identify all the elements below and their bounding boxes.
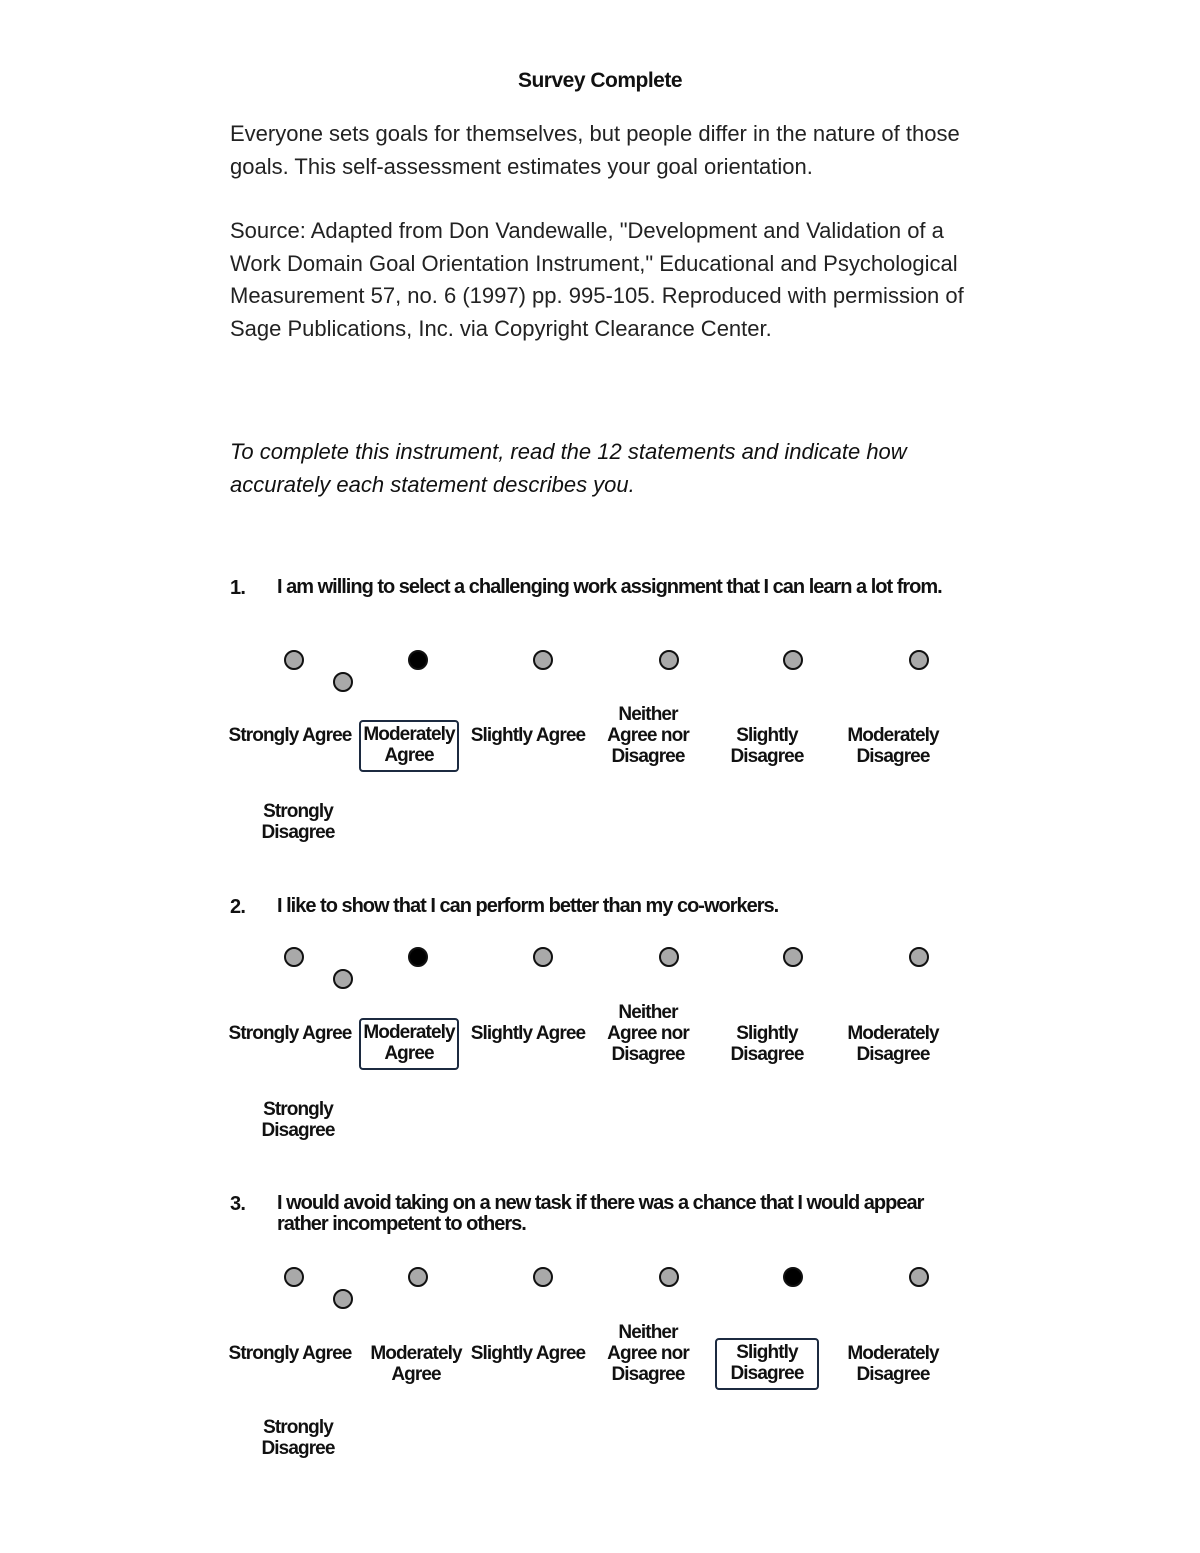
radio-moderately-disagree[interactable]: [909, 947, 929, 967]
radio-strongly-disagree[interactable]: [333, 672, 353, 692]
option-label-slightly-disagree[interactable]: Slightly Disagree: [730, 725, 804, 767]
question-number: 3.: [230, 1193, 246, 1215]
radio-neither[interactable]: [659, 1267, 679, 1287]
radio-strongly-disagree[interactable]: [333, 1289, 353, 1309]
option-label-slightly-agree[interactable]: Slightly Agree: [470, 725, 586, 746]
radio-slightly-agree[interactable]: [533, 947, 553, 967]
option-label-moderately-disagree[interactable]: Moderately Disagree: [847, 1343, 939, 1385]
option-label-strongly-disagree[interactable]: Strongly Disagree: [261, 1417, 335, 1459]
radio-moderately-disagree[interactable]: [909, 650, 929, 670]
radio-neither[interactable]: [659, 947, 679, 967]
radio-moderately-disagree[interactable]: [909, 1267, 929, 1287]
option-label-slightly-agree[interactable]: Slightly Agree: [470, 1023, 586, 1044]
source-paragraph: Source: Adapted from Don Vandewalle, "Development and Validation of a Work Domain Goal Orientation Instrument," Educational and Psychological Measurement 57, no. 6 (1997) pp. 995-105. Reproduced with permission of Sage Publications, Inc. via Copyright Clearance Center.: [230, 218, 964, 341]
option-label-moderately-disagree[interactable]: Moderately Disagree: [847, 1023, 939, 1065]
option-label-neither[interactable]: Neither Agree nor Disagree: [607, 1322, 689, 1385]
option-label-strongly-disagree[interactable]: Strongly Disagree: [261, 801, 335, 843]
option-label-moderately-disagree[interactable]: Moderately Disagree: [847, 725, 939, 767]
radio-slightly-disagree[interactable]: [783, 650, 803, 670]
question-text: I would avoid taking on a new task if there was a chance that I would appear rather incompetent to others.: [277, 1192, 924, 1235]
option-label-moderately-agree[interactable]: Moderately Agree: [370, 1343, 462, 1385]
option-label-strongly-agree[interactable]: Strongly Agree: [228, 1343, 352, 1364]
question-number: 1.: [230, 577, 246, 599]
option-label-neither[interactable]: Neither Agree nor Disagree: [607, 704, 689, 767]
question-text: I like to show that I can perform better than my co-workers.: [277, 895, 779, 917]
page-title: Survey Complete: [517, 69, 683, 92]
question-2: [0, 896, 1200, 1196]
radio-slightly-disagree[interactable]: [783, 1267, 803, 1287]
option-label-strongly-agree[interactable]: Strongly Agree: [228, 725, 352, 746]
question-1: [0, 577, 1200, 877]
radio-strongly-agree[interactable]: [284, 1267, 304, 1287]
question-text: I am willing to select a challenging work assignment that I can learn a lot from.: [277, 576, 942, 598]
question-3: [0, 1193, 1200, 1493]
radio-moderately-agree[interactable]: [408, 947, 428, 967]
radio-slightly-agree[interactable]: [533, 650, 553, 670]
instructions-paragraph: To complete this instrument, read the 12 statements and indicate how accurately each statement describes you.: [230, 439, 907, 497]
radio-slightly-disagree[interactable]: [783, 947, 803, 967]
intro-paragraph: Everyone sets goals for themselves, but people differ in the nature of those goals. This self-assessment estimates your goal orientation.: [230, 121, 960, 179]
option-label-moderately-agree[interactable]: Moderately Agree: [359, 1018, 459, 1070]
radio-slightly-agree[interactable]: [533, 1267, 553, 1287]
option-label-slightly-agree[interactable]: Slightly Agree: [470, 1343, 586, 1364]
radio-strongly-agree[interactable]: [284, 650, 304, 670]
option-label-slightly-disagree[interactable]: Slightly Disagree: [715, 1338, 819, 1390]
radio-strongly-disagree[interactable]: [333, 969, 353, 989]
option-label-neither[interactable]: Neither Agree nor Disagree: [607, 1002, 689, 1065]
option-label-strongly-agree[interactable]: Strongly Agree: [228, 1023, 352, 1044]
option-label-strongly-disagree[interactable]: Strongly Disagree: [261, 1099, 335, 1141]
radio-neither[interactable]: [659, 650, 679, 670]
option-label-moderately-agree[interactable]: Moderately Agree: [359, 720, 459, 772]
option-label-slightly-disagree[interactable]: Slightly Disagree: [730, 1023, 804, 1065]
radio-moderately-agree[interactable]: [408, 1267, 428, 1287]
radio-moderately-agree[interactable]: [408, 650, 428, 670]
question-number: 2.: [230, 896, 246, 918]
radio-strongly-agree[interactable]: [284, 947, 304, 967]
